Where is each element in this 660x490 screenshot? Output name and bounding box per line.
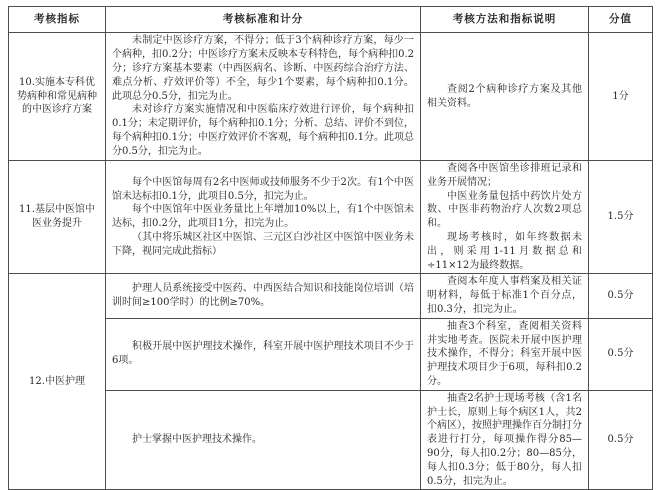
indicator-cell: 12.中医护理 (9, 274, 106, 490)
score-cell: 0.5分 (589, 318, 653, 390)
indicator-cell: 10.实施本专科优势病种和常见病种的中医诊疗方案 (9, 33, 106, 161)
criteria-paragraph: （其中将乐城区社区中医馆、三元区白沙社区中医馆中医业务未下降，视同完成此指标） (112, 231, 414, 257)
criteria-paragraph: 未制定中医诊疗方案，不得分；低于3个病种诊疗方案，每少一个病种，扣0.2分；中医诊疗方案未反映本专科特色，每个病种扣0.2分；诊疗方案基本要素（中西医病名、诊断、中医药综合治疗方法、难点分析、疗效评价等）不全，每少1个要素，每个病种扣0.1分。此项总分0.5分，扣完为止。 (112, 35, 414, 102)
method-cell (421, 33, 589, 161)
score-cell: 1.5分 (589, 161, 653, 274)
column-header-score: 分值 (589, 7, 653, 33)
criteria-cell (106, 390, 421, 490)
method-paragraph: 查阅各中医馆坐诊排班记录和业务开展情况； (427, 163, 582, 188)
criteria-paragraph: 护理人员系统接受中医药、中西医结合知识和技能岗位培训（培训时间≥100学时）的比例≥70%。 (112, 283, 414, 309)
method-cell (421, 274, 589, 318)
criteria-paragraph: 未对诊疗方案实施情况和中医临床疗效进行评价，每个病种扣0.1分；未定期评价，每个病种扣0.1分；分析、总结、评价不到位，每个病种扣0.1分；中医疗效评价不客观，每个病种扣0.1分。此项总分0.5分，扣完为止。 (112, 104, 414, 157)
column-header-method: 考核方法和指标说明 (421, 7, 589, 33)
table-row-12a (9, 274, 653, 318)
method-cell (421, 318, 589, 390)
header-row (9, 7, 653, 33)
table-row-12c (9, 390, 653, 490)
table-row-11 (9, 161, 653, 274)
score-cell: 0.5分 (589, 274, 653, 318)
score-cell: 1分 (589, 33, 653, 161)
criteria-cell (106, 33, 421, 161)
criteria-cell (106, 318, 421, 390)
criteria-cell (106, 161, 421, 274)
indicator-cell: 11.基层中医馆中医业务提升 (9, 161, 106, 274)
method-cell (421, 161, 589, 274)
column-header-indicator: 考核指标 (9, 7, 106, 33)
criteria-cell (106, 274, 421, 318)
score-cell: 0.5分 (589, 390, 653, 490)
criteria-paragraph: 每个中医馆每周有2名中医师或技师服务不少于2次。有1个中医馆未达标扣0.1分，此项目0.5分，扣完为止。 (112, 176, 414, 202)
method-paragraph: 抽查3个科室，查阅相关资料并实地考查。医院未开展中医护理技术操作，不得分；科室开展中医护理技术项目少于6项，每科扣0.2分。 (427, 320, 582, 387)
criteria-paragraph: 积极开展中医护理技术操作，科室开展中医护理技术项目不少于6项。 (112, 341, 414, 367)
assessment-table (8, 6, 653, 490)
method-paragraph: 中医业务量包括中药饮片处方数、中医非药物治疗人次数2项总和。 (427, 190, 582, 230)
criteria-paragraph: 每个中医馆年中医业务量比上年增加10%以上，有1个中医馆未达标，扣0.2分，此项目1分，扣完为止。 (112, 204, 414, 230)
method-paragraph: 现场考核时，如年终数据未出，则采用1-11月数据总和÷11×12为最终数据。 (427, 231, 582, 271)
method-paragraph: 查阅2个病种诊疗方案及其他相关资料。 (427, 83, 582, 109)
method-cell (421, 390, 589, 490)
table-row-10 (9, 33, 653, 161)
method-paragraph: 抽查2名护士现场考核（含1名护士长，原则上每个病区1人，共2个病区），按照护理操作百分制打分表进行打分，每项操作得分85—90分，每人扣0.2分；80—85分，每人扣0.3分；低于80分，每人扣0.5分，扣完为止。 (427, 392, 582, 487)
criteria-paragraph: 护士掌握中医护理技术操作。 (132, 434, 262, 446)
method-paragraph: 查阅本年度人事档案及相关证明材料，每低于标准1个百分点，扣0.3分，扣完为止。 (427, 276, 582, 315)
column-header-criteria: 考核标准和计分 (106, 7, 421, 33)
table-row-12b (9, 318, 653, 390)
